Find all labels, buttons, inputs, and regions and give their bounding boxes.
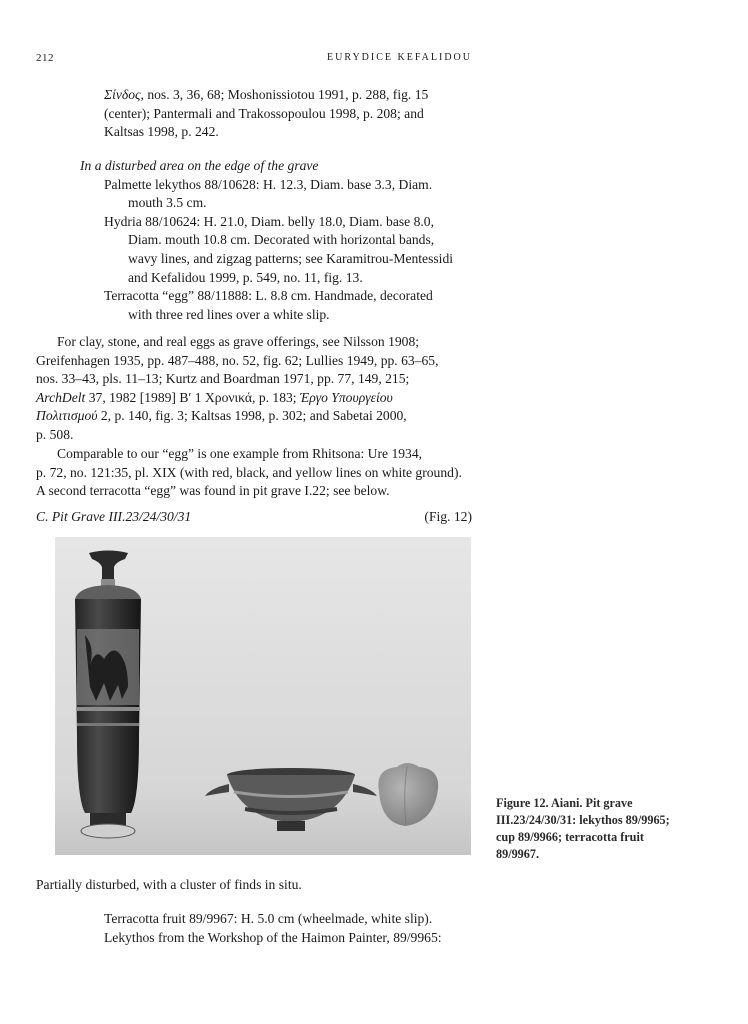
figure-12-photograph (55, 537, 471, 855)
paragraph-egg-offerings: For clay, stone, and real eggs as grave offerings, see Nilsson 1908; Greifenhagen 1935, pp. 487–488, no. 52, fig. 62; Lullies 1949, pp. 63–65, nos. 33–43, pls. 11–13; Kurtz and Boardman 1971, pp. 77, 149, 215; ArchDelt 37, 1982 [1989] Β′ 1 Χρονικά, p. 183; Έργο Υπουργείου Πολιτισμού 2, p. 140, fig. 3; Kaltsas 1998, p. 302; and Sabetai 2000, p. 508. (36, 334, 439, 442)
subheading-disturbed-area: In a disturbed area on the edge of the grave (80, 158, 319, 173)
catalog-entry-palmette-lekythos: Palmette lekythos 88/10628: H. 12.3, Diam. base 3.3, Diam. mouth 3.5 cm. (104, 176, 433, 211)
bottom-catalog-entries (36, 910, 472, 947)
top-reference-block (36, 86, 472, 142)
disturbed-area-block (36, 157, 472, 324)
catalog-entry-lekythos-haimon: Lekythos from the Workshop of the Haimon Painter, 89/9965: (104, 929, 442, 945)
running-header (36, 52, 472, 68)
paragraph-rhitsona-comparison: Comparable to our “egg” is one example from Rhitsona: Ure 1934, p. 72, no. 121:35, pl. XIX (with red, black, and yellow lines on white ground). A second terracotta “egg” was found in pit grave I.22; see below. (36, 446, 462, 499)
greek-word-sindos: Σίνδος (104, 87, 141, 102)
section-heading-row (36, 508, 472, 527)
text-line: (center); Pantermali and Trakossopoulou 1998, p. 208; and (104, 105, 424, 121)
lekythos-vase (75, 551, 141, 839)
text-line-rest: , nos. 3, 36, 68; Moshonissiotou 1991, p. 288, fig. 15 (140, 87, 429, 102)
page-number: 212 (36, 52, 54, 64)
figure-12-caption: Figure 12. Aiani. Pit grave III.23/24/30/31: lekythos 89/9965; cup 89/9966; terracotta fruit 89/9967. (496, 796, 670, 861)
catalog-entry-hydria: Hydria 88/10624: H. 21.0, Diam. belly 18.0, Diam. base 8.0, Diam. mouth 10.8 cm. Decorated with horizontal bands, wavy lines, and zigzag patterns; see Karamitrou-Mentessidi and Kefalidou 1999, p. 549, no. 11, fig. 13. (104, 213, 454, 285)
text-line: Kaltsas 1998, p. 242. (104, 124, 219, 140)
figure-reference: (Fig. 12) (424, 509, 472, 524)
section-title: C. Pit Grave III.23/24/30/31 (36, 509, 192, 524)
paragraph-after-photo: Partially disturbed, with a cluster of finds in situ. (36, 877, 302, 892)
running-head-author: EURYDICE KEFALIDOU (327, 52, 472, 63)
catalog-entry-terracotta-fruit: Terracotta fruit 89/9967: H. 5.0 cm (wheelmade, white slip). (104, 911, 433, 926)
catalog-entry-terracotta-egg: Terracotta “egg” 88/11888: L. 8.8 cm. Handmade, decorated with three red lines over a white slip. (104, 288, 433, 322)
text-line (36, 86, 472, 105)
